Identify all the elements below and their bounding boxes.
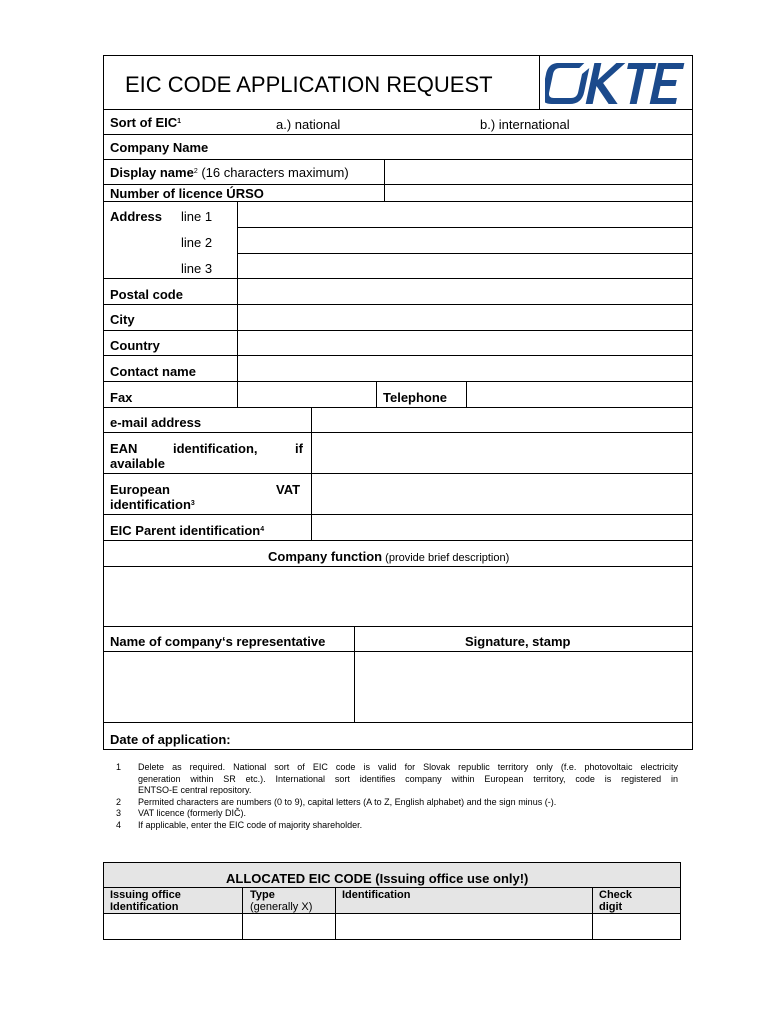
email-field[interactable] [312, 408, 692, 432]
col-issuing-office-line1: Issuing office [110, 889, 181, 901]
col-type-line2: (generally X) [250, 901, 313, 913]
footnote-1-line3: ENTSO-E central repository. [138, 785, 252, 795]
telephone-label: Telephone [383, 390, 448, 405]
city-label: City [110, 312, 135, 327]
contact-name-field[interactable] [238, 356, 692, 380]
address-label: Address [110, 209, 163, 224]
ean-label-line2: available [110, 456, 165, 471]
ean-label-word3: if [295, 441, 303, 456]
city-field[interactable] [238, 305, 692, 329]
address-line2-field[interactable] [238, 228, 692, 253]
telephone-field[interactable] [467, 382, 692, 406]
check-digit-cell[interactable] [593, 914, 680, 939]
company-function-label: Company function (provide brief description) [268, 549, 510, 564]
col-identification: Identification [342, 889, 411, 901]
vat-field[interactable] [312, 474, 692, 514]
ean-label-word1: EAN [110, 441, 138, 456]
col-issuing-office-line2: Identification [110, 901, 179, 913]
postal-code-field[interactable] [238, 279, 692, 303]
signature-field[interactable] [355, 652, 692, 722]
sort-of-eic-label: Sort of EIC$^1$ [110, 115, 182, 130]
footnote-3-text: VAT licence (formerly DIČ). [138, 808, 247, 818]
address-line3-field[interactable] [238, 254, 692, 278]
address-line1-field[interactable] [238, 202, 692, 227]
address-line3-label: line 3 [181, 261, 213, 276]
signature-label: Signature, stamp [465, 634, 571, 649]
contact-name-label: Contact name [110, 364, 196, 379]
footnote-3-number: 3 [116, 808, 122, 818]
date-of-application-label: Date of application: [110, 732, 231, 747]
footnote-1-line2: generation within SR etc.). International sort identifies company within European territory, code is registered in [138, 773, 678, 784]
fax-field[interactable] [238, 382, 376, 406]
eic-parent-field[interactable] [312, 515, 692, 540]
footnote-1-number: 1 [116, 762, 122, 772]
footnote-4-number: 4 [116, 819, 122, 830]
footnote-2-text: Permited characters are numbers (0 to 9), capital letters (A to Z, English alphabet) and the sign minus (-). [138, 796, 557, 807]
representative-field[interactable] [104, 652, 354, 722]
vat-label-word2: VAT [276, 482, 301, 497]
footnote-4-text: If applicable, enter the EIC code of majority shareholder. [138, 819, 363, 830]
address-line2-label: line 2 [181, 235, 213, 250]
okte-logo-icon [545, 60, 685, 106]
vat-label-word1: European [110, 482, 170, 497]
representative-label: Name of company‘s representative [110, 634, 326, 649]
ean-label-word2: identification, [173, 441, 258, 456]
page-title: EIC CODE APPLICATION REQUEST [125, 72, 493, 97]
allocated-title: ALLOCATED EIC CODE (Issuing office use only!) [226, 871, 529, 886]
postal-code-label: Postal code [110, 287, 183, 302]
okte-logo [545, 60, 685, 106]
licence-field[interactable] [385, 185, 692, 201]
eic-parent-label: EIC Parent identification$^4$ [110, 523, 265, 538]
vat-label-line2: identification$^3$ [110, 497, 195, 512]
ean-field[interactable] [312, 433, 692, 473]
footnote-2-number: 2 [116, 796, 122, 807]
country-label: Country [110, 338, 160, 353]
type-cell[interactable] [243, 914, 335, 939]
col-check-line2: digit [599, 901, 623, 913]
fax-label: Fax [110, 390, 133, 405]
licence-label: Number of licence ÚRSO [110, 186, 264, 201]
option-national[interactable]: a.) national [276, 117, 341, 132]
country-field[interactable] [238, 331, 692, 355]
identification-cell[interactable] [336, 914, 592, 939]
col-check-line1: Check [599, 889, 633, 901]
company-function-field[interactable] [104, 567, 692, 625]
display-name-field[interactable] [385, 160, 692, 184]
address-line1-label: line 1 [181, 209, 213, 224]
company-name-label: Company Name [110, 140, 209, 155]
option-international[interactable]: b.) international [480, 117, 570, 132]
issuing-office-cell[interactable] [104, 914, 242, 939]
email-label: e-mail address [110, 415, 202, 430]
display-name-label: Display name$^2$ (16 characters maximum) [110, 165, 349, 180]
footnote-1-line1: Delete as required. National sort of EIC code is valid for Slovak republic territory only (f.e. photovoltaic electricity [138, 762, 678, 772]
col-type-line1: Type [250, 889, 275, 901]
